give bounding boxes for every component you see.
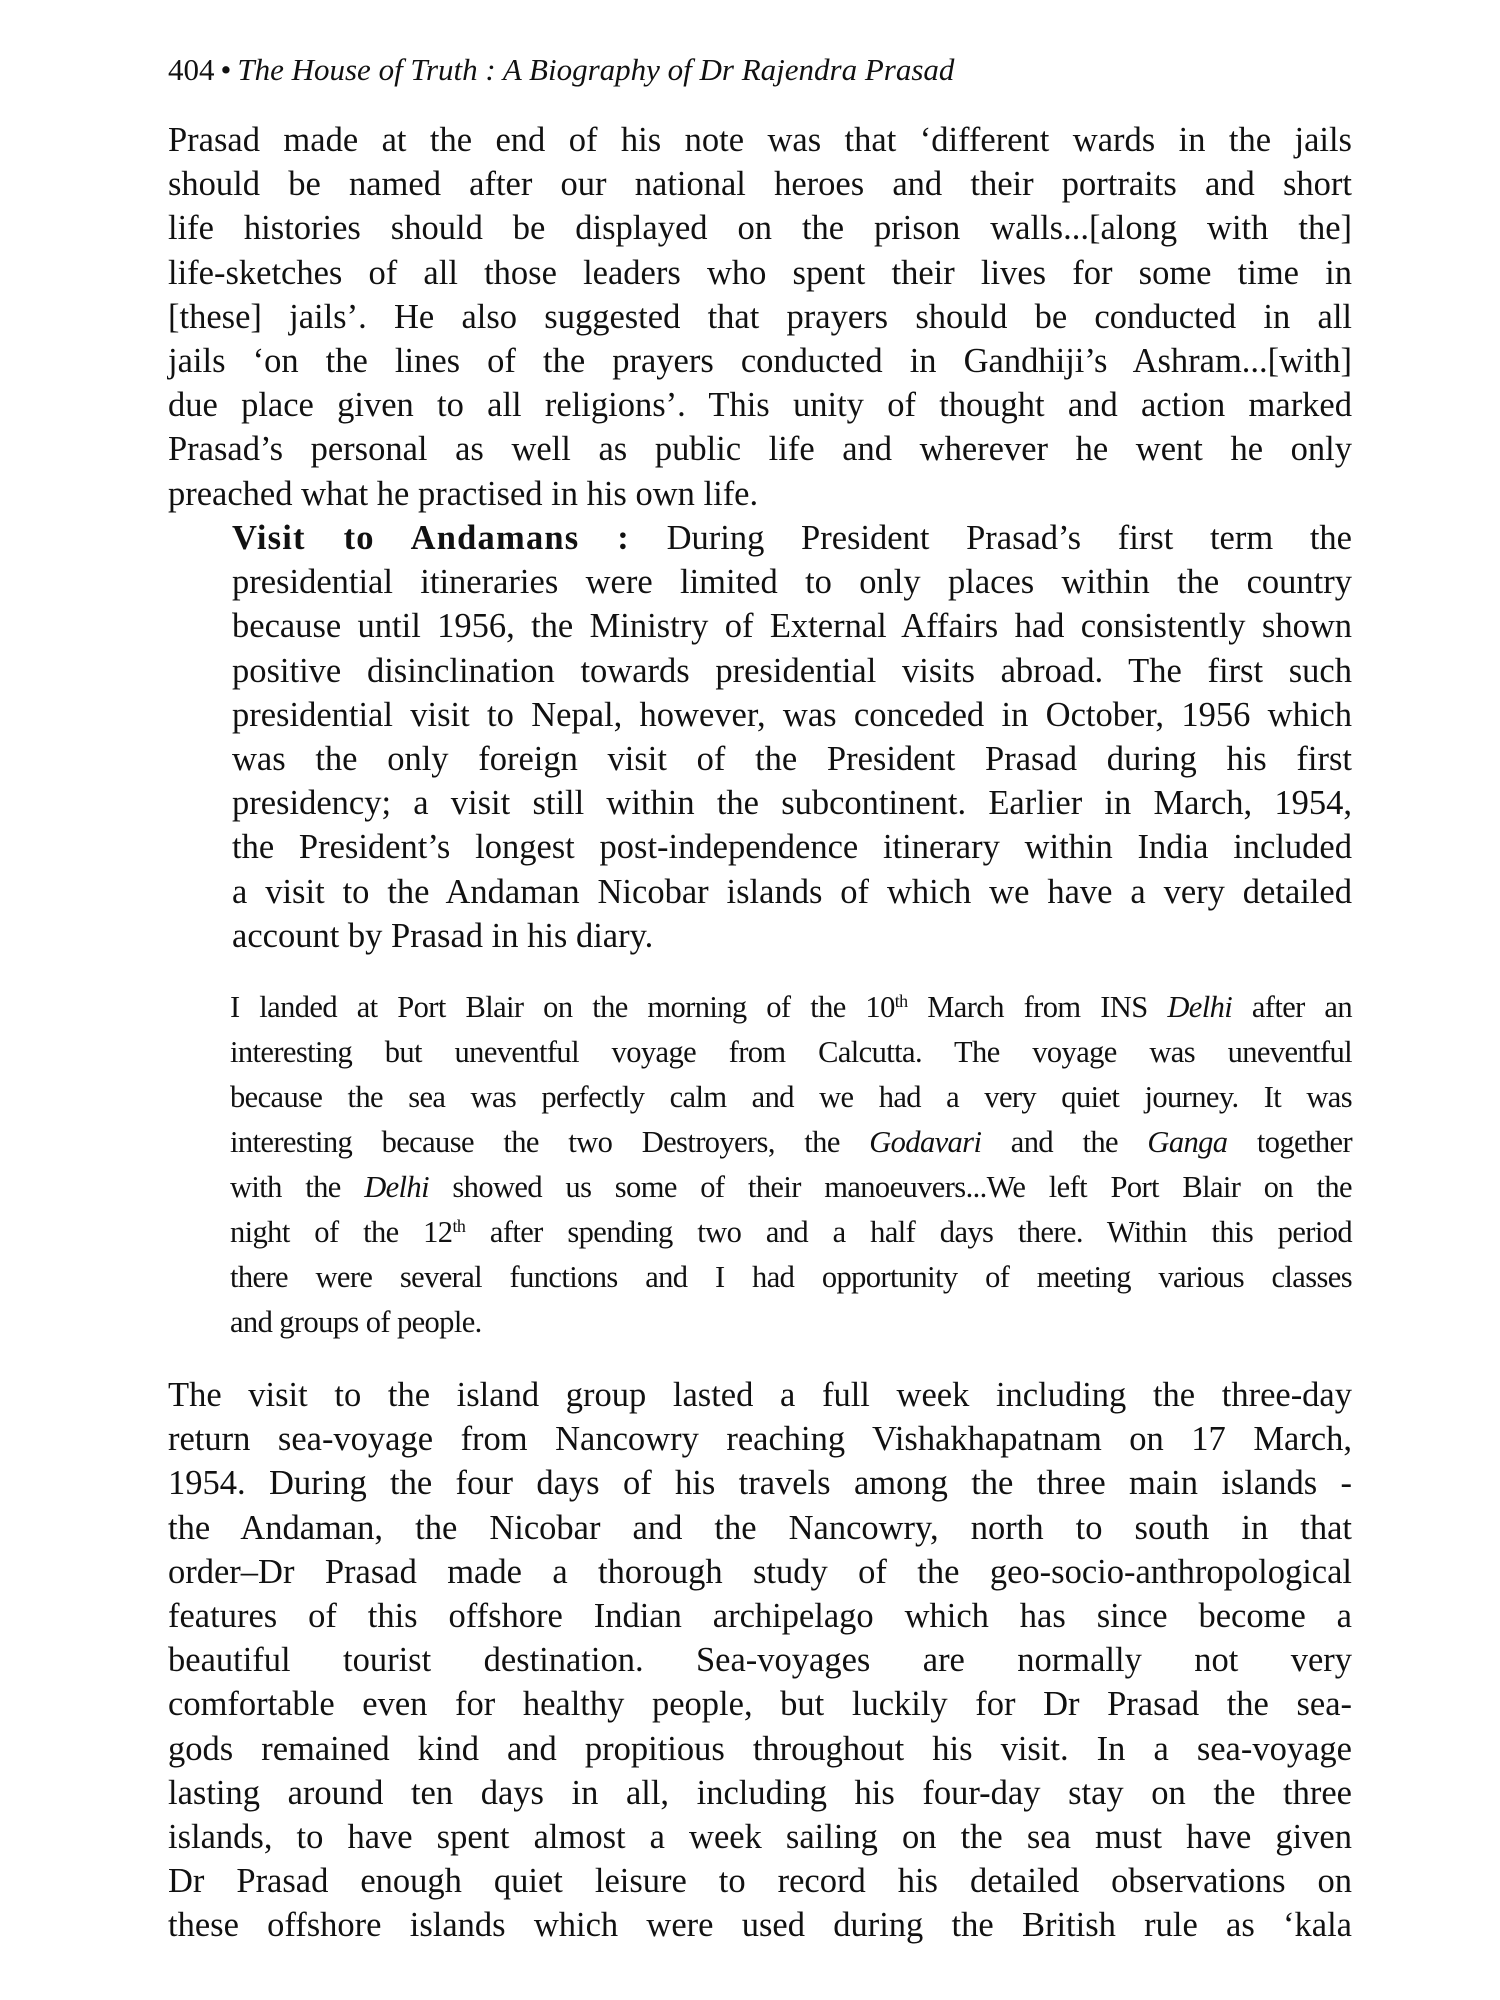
text-line: due place given to all religions’. This unity of thought and action marked [168, 386, 1352, 425]
quote-line: and groups of people. [230, 1305, 482, 1339]
quote-line: there were several functions and I had opportunity of meeting various classes [230, 1260, 1352, 1294]
text-line: the Andaman, the Nicobar and the Nancowry, north to south in that [168, 1508, 1352, 1547]
diary-block-quote [230, 985, 1352, 1345]
quote-text: and the [981, 1125, 1148, 1159]
text-line: presidential visit to Nepal, however, was conceded in October, 1956 which [232, 695, 1352, 734]
heading-line-text: During President Prasad’s first term the [629, 519, 1352, 557]
book-title: The House of Truth : A Biography of Dr Rajendra Prasad [237, 52, 955, 87]
ordinal-suffix: th [894, 991, 908, 1011]
quote-text: together [1227, 1125, 1353, 1159]
text-line: should be named after our national heroes and their portraits and short [168, 165, 1352, 204]
quote-line [230, 1165, 1352, 1210]
text-line: presidency; a visit still within the subcontinent. Earlier in March, 1954, [232, 784, 1352, 823]
quote-text: interesting because the two Destroyers, the [230, 1125, 870, 1159]
text-line: preached what he practised in his own life. [168, 474, 759, 513]
text-line: features of this offshore Indian archipelago which has since become a [168, 1597, 1352, 1636]
quote-text: with the [230, 1170, 365, 1204]
paragraph-visit-to-andamans [168, 516, 1352, 958]
quote-text: after an [1232, 990, 1353, 1024]
quote-line [230, 1120, 1352, 1165]
text-line: order–Dr Prasad made a thorough study of the geo-socio-anthropological [168, 1552, 1352, 1591]
quote-text: showed us some of their manoeuvers...We left Port Blair on the [428, 1170, 1352, 1204]
quote-text: after spending two and a half days there. Within this period [465, 1215, 1352, 1249]
text-line: Prasad’s personal as well as public life and wherever he went he only [168, 430, 1352, 469]
text-line: because until 1956, the Ministry of External Affairs had consistently shown [232, 607, 1352, 646]
text-line: gods remained kind and propitious throughout his visit. In a sea-voyage [168, 1729, 1352, 1768]
text-line: [these] jails’. He also suggested that prayers should be conducted in all [168, 297, 1352, 336]
text-line: beautiful tourist destination. Sea-voyages are normally not very [168, 1641, 1352, 1680]
text-line [168, 516, 1352, 560]
text-line: Prasad made at the end of his note was that ‘different wards in the jails [168, 121, 1352, 159]
ship-name: Delhi [1167, 990, 1233, 1024]
text-line: Dr Prasad enough quiet leisure to record his detailed observations on [168, 1862, 1352, 1901]
text-line: return sea-voyage from Nancowry reaching Vishakhapatnam on 17 March, [168, 1420, 1352, 1459]
quote-text: March from INS [907, 990, 1168, 1024]
text-line: a visit to the Andaman Nicobar islands of which we have a very detailed [232, 872, 1352, 911]
ordinal-suffix: th [452, 1216, 466, 1236]
quote-text: night of the 12 [230, 1215, 453, 1249]
ship-name: Delhi [364, 1170, 429, 1204]
text-line: these offshore islands which were used during the British rule as ‘kala [168, 1906, 1352, 1945]
paragraph-jail-reforms [168, 118, 1352, 516]
ship-name: Godavari [869, 1125, 982, 1159]
text-line: islands, to have spent almost a week sailing on the sea must have given [168, 1818, 1352, 1857]
text-line: jails ‘on the lines of the prayers conducted in Gandhiji’s Ashram...[with] [168, 342, 1352, 381]
text-line: the President’s longest post-independence itinerary within India included [232, 828, 1352, 867]
text-line: 1954. During the four days of his travels among the three main islands - [168, 1464, 1352, 1503]
running-header [168, 50, 954, 90]
quote-line: interesting but uneventful voyage from Calcutta. The voyage was uneventful [230, 1035, 1352, 1069]
text-line: positive disinclination towards presidential visits abroad. The first such [232, 651, 1352, 690]
paragraph-island-voyage [168, 1373, 1352, 1948]
quote-line: because the sea was perfectly calm and we had a very quiet journey. It was [230, 1080, 1352, 1114]
text-line: life histories should be displayed on the prison walls...[along with the] [168, 209, 1352, 248]
text-line: account by Prasad in his diary. [232, 916, 654, 955]
quote-line [230, 1210, 1352, 1255]
section-heading: Visit to Andamans : [232, 519, 630, 557]
ship-name: Ganga [1147, 1125, 1228, 1159]
header-separator: • [220, 52, 232, 87]
page-number: 404 [168, 52, 215, 87]
text-line: life-sketches of all those leaders who spent their lives for some time in [168, 253, 1352, 292]
quote-text: I landed at Port Blair on the morning of the 10 [230, 990, 895, 1024]
quote-line [230, 985, 1352, 1030]
text-line: lasting around ten days in all, including his four-day stay on the three [168, 1773, 1352, 1812]
text-line: comfortable even for healthy people, but luckily for Dr Prasad the sea- [168, 1685, 1352, 1724]
text-line: was the only foreign visit of the President Prasad during his first [232, 740, 1352, 779]
text-line: The visit to the island group lasted a full week including the three-day [168, 1376, 1352, 1414]
text-line: presidential itineraries were limited to only places within the country [232, 563, 1352, 602]
